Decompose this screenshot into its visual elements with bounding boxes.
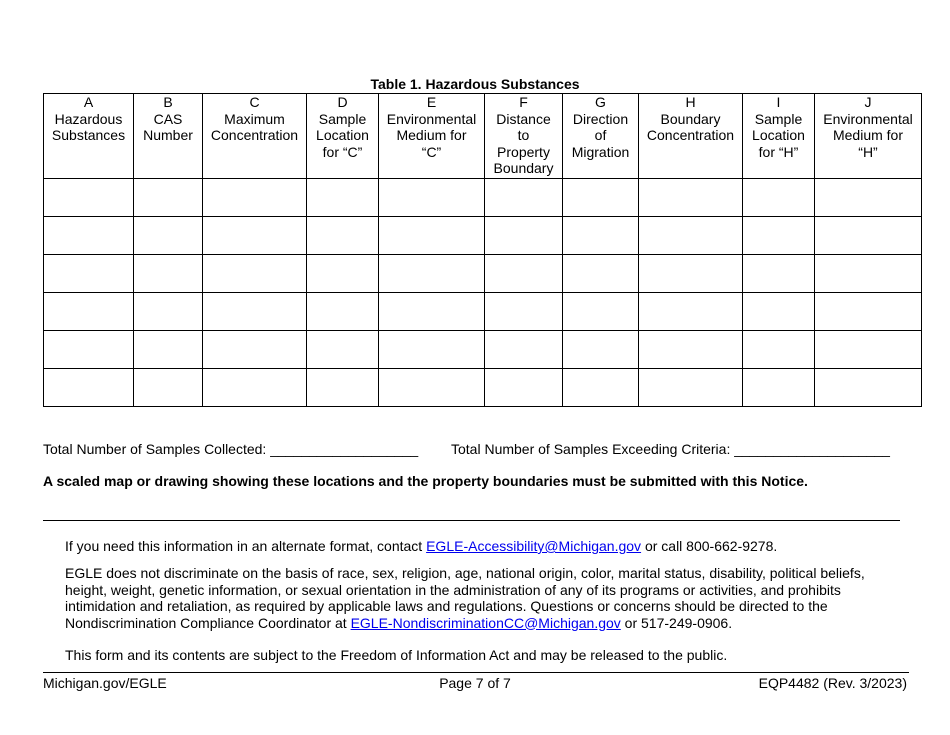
table-cell-i[interactable] (743, 217, 815, 255)
column-header-e (379, 94, 485, 179)
table-cell-e[interactable] (379, 179, 485, 217)
column-label-line: of (594, 127, 607, 144)
column-letter: B (163, 94, 173, 110)
accessibility-suffix: or call 800-662-9278. (641, 538, 778, 554)
column-header-a (44, 94, 134, 179)
table-cell-f[interactable] (485, 255, 563, 293)
table-cell-c[interactable] (203, 255, 307, 293)
map-notice: A scaled map or drawing showing these locations and the property boundaries must be submitted with this Notice. (43, 473, 808, 489)
table-cell-j[interactable] (815, 217, 922, 255)
column-letter: G (595, 94, 606, 110)
table-cell-c[interactable] (203, 179, 307, 217)
table-cell-b[interactable] (134, 255, 203, 293)
table-cell-c[interactable] (203, 293, 307, 331)
table-cell-g[interactable] (563, 217, 639, 255)
column-label-line: to (517, 127, 530, 144)
nondiscrimination-email-link[interactable]: EGLE-NondiscriminationCC@Michigan.gov (350, 614, 621, 631)
table-row (44, 293, 922, 331)
column-header-g (563, 94, 639, 179)
table-cell-i[interactable] (743, 179, 815, 217)
table-cell-f[interactable] (485, 179, 563, 217)
column-header-d (307, 94, 379, 179)
column-label-line: Environmental (386, 110, 477, 127)
samples-collected-field[interactable]: Total Number of Samples Collected: ___________________ (43, 441, 419, 457)
table-cell-h[interactable] (639, 179, 743, 217)
table-row (44, 369, 922, 407)
column-letter: I (776, 94, 781, 110)
table-cell-d[interactable] (307, 179, 379, 217)
foia-paragraph: This form and its contents are subject to the Freedom of Information Act and may be released to the public. (65, 647, 728, 663)
column-header-b (134, 94, 203, 179)
column-header-j (815, 94, 922, 179)
column-header-c (203, 94, 307, 179)
column-letter: J (864, 94, 872, 110)
table-cell-a[interactable] (44, 331, 134, 369)
column-label-line: Boundary (660, 110, 721, 127)
nondiscrimination-line-1: EGLE does not discriminate on the basis of race, sex, religion, age, national origin, color, marital status, disability, political beliefs, (65, 565, 865, 581)
column-label-line: Sample (754, 110, 803, 127)
table-cell-e[interactable] (379, 255, 485, 293)
column-label-line: Medium for (832, 127, 904, 144)
samples-exceeding-field[interactable]: Total Number of Samples Exceeding Criteria: ____________________ (451, 441, 890, 457)
table-row (44, 255, 922, 293)
divider (43, 520, 900, 521)
table-cell-j[interactable] (815, 179, 922, 217)
accessibility-paragraph (65, 538, 925, 555)
column-label-line: “H” (858, 143, 878, 160)
table-cell-i[interactable] (743, 293, 815, 331)
column-label-line: Number (143, 127, 193, 144)
table-cell-f[interactable] (485, 369, 563, 407)
table-cell-g[interactable] (563, 255, 639, 293)
table-cell-b[interactable] (134, 217, 203, 255)
table-cell-j[interactable] (815, 255, 922, 293)
table-cell-a[interactable] (44, 293, 134, 331)
table-cell-a[interactable] (44, 179, 134, 217)
hazardous-substances-table (43, 93, 922, 407)
table-cell-c[interactable] (203, 369, 307, 407)
column-header-i (743, 94, 815, 179)
column-label-line: Hazardous (54, 110, 123, 127)
table-cell-c[interactable] (203, 217, 307, 255)
table-cell-g[interactable] (563, 369, 639, 407)
table-cell-j[interactable] (815, 369, 922, 407)
column-label-line: for “H” (758, 143, 799, 160)
table-cell-f[interactable] (485, 331, 563, 369)
column-letter: H (685, 94, 696, 110)
table-cell-h[interactable] (639, 331, 743, 369)
column-label-line: Substances (51, 127, 126, 144)
column-label-line: Distance (496, 110, 551, 127)
nondiscrimination-line-2: height, weight, genetic information, or sexual orientation in the administration of any of its programs or activities, and prohibits (65, 581, 841, 598)
table-cell-f[interactable] (485, 293, 563, 331)
table-cell-g[interactable] (563, 331, 639, 369)
table-header-row (44, 94, 922, 179)
table-cell-d[interactable] (307, 331, 379, 369)
table-cell-d[interactable] (307, 255, 379, 293)
footer-form-number: EQP4482 (Rev. 3/2023) (758, 675, 907, 691)
column-label-line: Property (497, 143, 550, 160)
table-cell-f[interactable] (485, 217, 563, 255)
table-cell-a[interactable] (44, 255, 134, 293)
nondiscrimination-paragraph (65, 565, 925, 631)
column-label-line: Location (752, 127, 805, 144)
column-letter: A (83, 94, 94, 110)
column-label-line: Location (316, 127, 369, 144)
table-cell-d[interactable] (307, 293, 379, 331)
table-cell-c[interactable] (203, 331, 307, 369)
table-cell-j[interactable] (815, 331, 922, 369)
table-cell-b[interactable] (134, 331, 203, 369)
table-cell-g[interactable] (563, 293, 639, 331)
table-row (44, 179, 922, 217)
column-label-line: Concentration (646, 127, 735, 144)
column-letter: F (519, 94, 528, 110)
table-cell-d[interactable] (307, 369, 379, 407)
column-label-line: “C” (421, 143, 442, 160)
column-label-line: Environmental (823, 110, 913, 127)
column-letter: E (426, 94, 437, 110)
table-cell-b[interactable] (134, 369, 203, 407)
nondiscrimination-prefix: Nondiscrimination Compliance Coordinator at (65, 614, 351, 631)
table-body (44, 179, 922, 407)
column-label-line: Migration (571, 143, 630, 160)
table-cell-i[interactable] (743, 331, 815, 369)
table-cell-h[interactable] (639, 217, 743, 255)
table-cell-i[interactable] (743, 369, 815, 407)
table-cell-b[interactable] (134, 179, 203, 217)
table-title: Table 1. Hazardous Substances (370, 76, 580, 92)
accessibility-prefix: If you need this information in an alternate format, contact (65, 538, 427, 554)
table-cell-e[interactable] (379, 369, 485, 407)
nondiscrimination-suffix: or 517-249-0906. (620, 614, 733, 631)
column-label-line: Boundary (493, 160, 554, 177)
table-cell-i[interactable] (743, 255, 815, 293)
column-label-line: Direction (572, 110, 629, 127)
column-header-h (639, 94, 743, 179)
column-header-f (485, 94, 563, 179)
column-letter: C (249, 94, 260, 110)
table-cell-a[interactable] (44, 217, 134, 255)
column-label-line: Medium for (396, 127, 467, 144)
column-label-line: CAS (153, 110, 183, 127)
table-row (44, 331, 922, 369)
table-cell-g[interactable] (563, 179, 639, 217)
footer-rule (43, 672, 909, 673)
column-label-line: Sample (318, 110, 367, 127)
footer-website: Michigan.gov/EGLE (43, 675, 167, 691)
nondiscrimination-line-3: intimidation and retaliation, as required by applicable laws and regulations. Questions or concerns should be directed to the (65, 598, 828, 614)
column-label-line: Maximum (224, 110, 285, 127)
accessibility-email-link[interactable]: EGLE-Accessibility@Michigan.gov (426, 538, 642, 554)
column-label-line: Concentration (210, 127, 299, 144)
table-cell-h[interactable] (639, 255, 743, 293)
table-cell-a[interactable] (44, 369, 134, 407)
table-cell-h[interactable] (639, 293, 743, 331)
table-cell-e[interactable] (379, 331, 485, 369)
table-cell-e[interactable] (379, 293, 485, 331)
column-letter: D (337, 94, 348, 110)
table-cell-h[interactable] (639, 369, 743, 407)
table-cell-j[interactable] (815, 293, 922, 331)
table-row (44, 217, 922, 255)
column-label-line: for “C” (322, 143, 363, 160)
footer-page-number: Page 7 of 7 (439, 675, 511, 691)
nondiscrimination-line-4 (65, 615, 925, 632)
table-cell-b[interactable] (134, 293, 203, 331)
table-cell-e[interactable] (379, 217, 485, 255)
table-cell-d[interactable] (307, 217, 379, 255)
